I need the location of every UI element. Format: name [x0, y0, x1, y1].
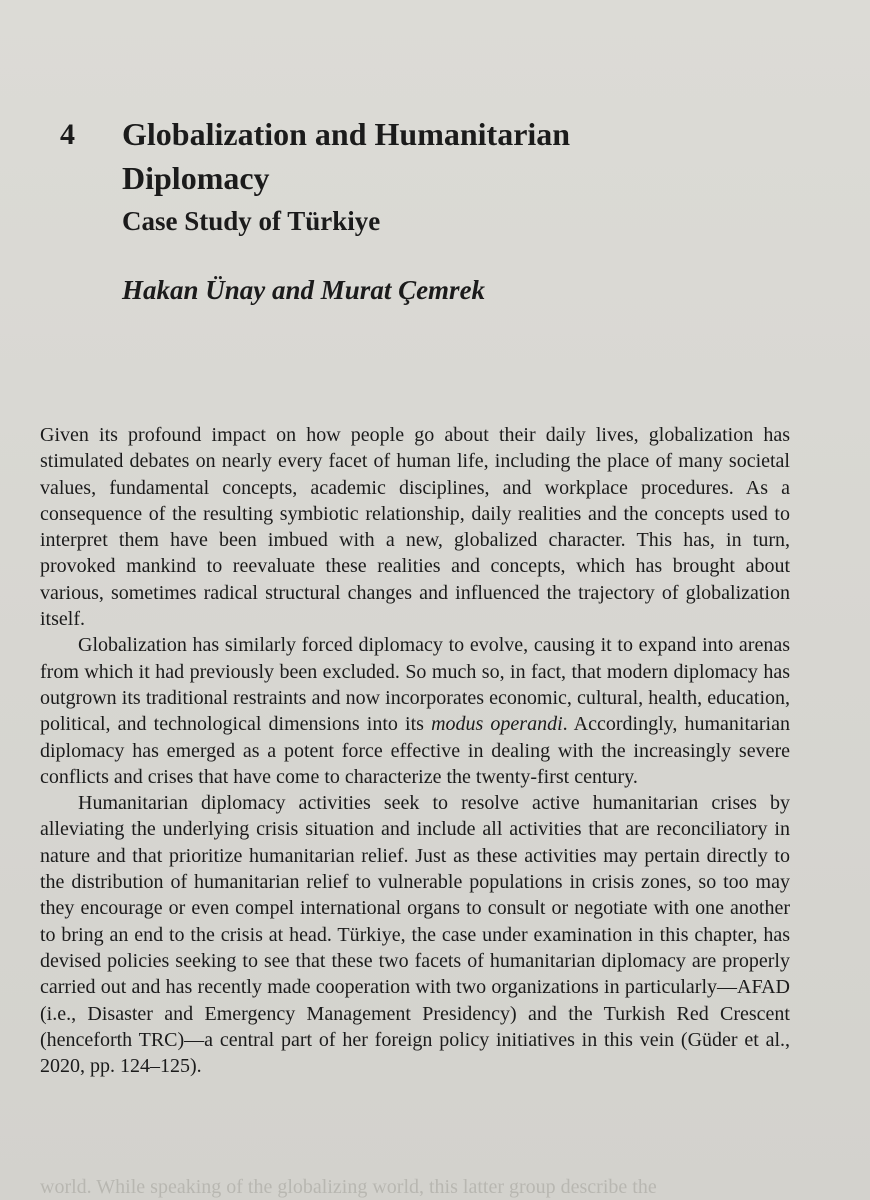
paragraph-text: Humanitarian diplomacy activities seek to resolve active humanitarian crises by alleviating the underlying crisis situation and include all activities that are reconciliatory in nature and that prioritize humanitarian relief. Just as these activities may pertain directly to the distribution of humanitarian relief to vulnerable populations in crisis zones, so too may they encourage or even compel international organs to consult or negotiate with one another to bring an end to the crisis at head. Türkiye, the case under examination in this chapter, has devised policies seeking to see that these two facets of humanitarian diplomacy are properly carried out and has recently made cooperation with two organizations in particularly—AFAD (i.e., Disaster and Emergency Management Presidency) and the Turkish Red Crescent (henceforth TRC)—a central part of her foreign policy initiatives in this vein (Güder et al., 2020, pp. 124–125). — [40, 792, 790, 1078]
paragraph-1 — [40, 422, 790, 632]
paragraph-2 — [40, 632, 790, 790]
paragraph-text: Given its profound impact on how people go about their daily lives, globalization has stimulated debates on nearly every facet of human life, including the place of many societal values, fundamental concepts, academic disciplines, and workplace procedures. As a consequence of the resulting symbiotic relationship, daily realities and the concepts used to interpret them have been imbued with a new, globalized character. This has, in turn, provoked mankind to reevaluate these realities and concepts, which has brought about various, sometimes radical structural changes and influenced the trajectory of globalization itself. — [40, 424, 790, 631]
chapter-subtitle: Case Study of Türkiye — [122, 206, 381, 236]
italic-term: modus operandi — [431, 713, 563, 736]
next-page-bleed-line: world. While speaking of the globalizing world, this latter group describe the — [40, 1176, 657, 1198]
chapter-number: 4 — [60, 118, 75, 151]
paragraph-text: . Accordingly, humanitarian diplomacy has emerged as a potent force effective in dealing with the increasingly severe conflicts and crises that have come to characterize the twenty-first century. — [40, 713, 790, 788]
chapter-authors: Hakan Ünay and Murat Çemrek — [122, 275, 486, 305]
paragraph-text: Globalization has similarly forced diplomacy to evolve, causing it to expand into arenas from which it had previously been excluded. So much so, in fact, that modern diplomacy has outgrown its traditional restraints and now incorporates economic, cultural, health, education, political, and technological dimensions into its — [40, 634, 790, 736]
chapter-title: Globalization and Humanitarian Diplomacy — [122, 116, 571, 196]
chapter-body — [40, 422, 790, 1079]
paragraph-3 — [40, 790, 790, 1079]
